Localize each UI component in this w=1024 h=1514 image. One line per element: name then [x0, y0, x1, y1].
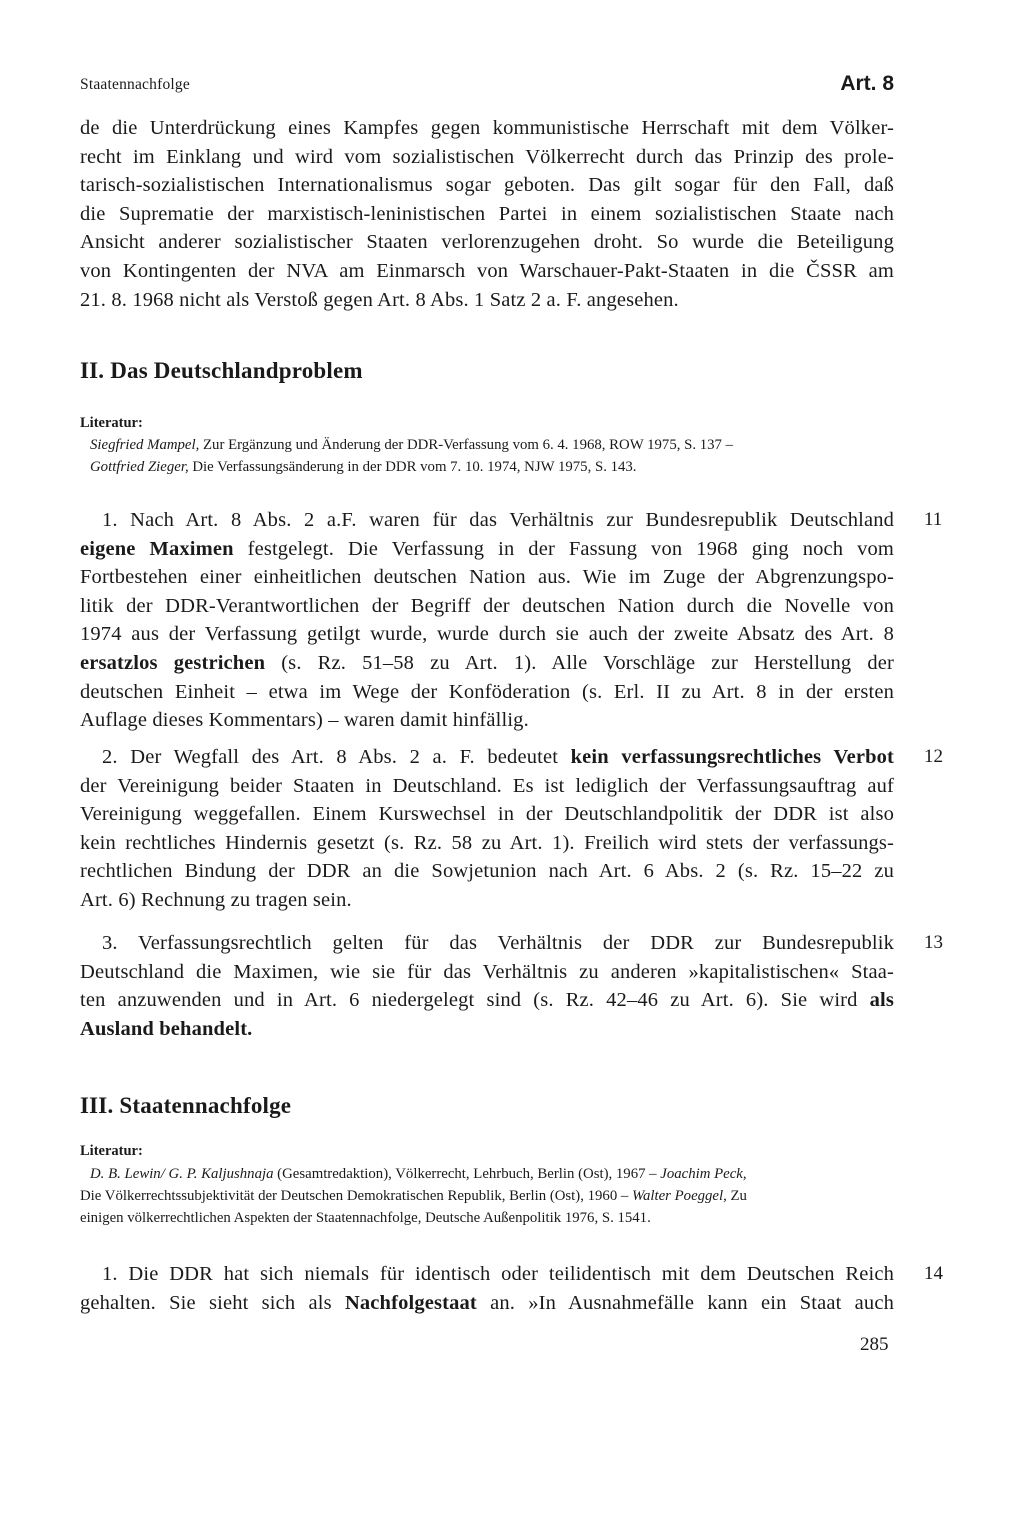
citation-text: Die Verfassungsänderung in der DDR vom 7. 10. 1974, NJW 1975, S. 143. — [188, 459, 637, 475]
running-head — [80, 72, 894, 102]
margin-number: 11 — [924, 509, 943, 530]
text-line — [80, 1289, 894, 1318]
text-line: Art. 6) Rechnung zu tragen sein. — [80, 888, 352, 911]
margin-number: 14 — [924, 1263, 943, 1284]
author-name: Gottfried Zieger, — [90, 459, 189, 475]
text-line: recht im Einklang und wird vom sozialistischen Völkerrecht durch das Prinzip des prole- — [80, 145, 894, 168]
paragraph-12 — [80, 743, 894, 915]
text-line: 3. Verfassungsrechtlich gelten für das Verhältnis der DDR zur Bundesrepublik — [102, 932, 894, 954]
text-line: Ansicht anderer sozialistischer Staaten verlorenzugehen droht. So wurde die Beteiligung — [80, 231, 894, 254]
running-head-title: Staatennachfolge — [80, 76, 190, 93]
literature-entry — [80, 434, 894, 456]
citation-text: Zu — [726, 1188, 747, 1204]
margin-number: 12 — [924, 746, 943, 767]
text-line: 1. Die DDR hat sich niemals für identisch oder teilidentisch mit dem Deutschen Reich — [102, 1263, 894, 1285]
text-line — [80, 649, 894, 678]
literature-entry — [80, 456, 894, 478]
text-line: de die Unterdrückung eines Kampfes gegen kommunistische Herrschaft mit dem Völker- — [80, 117, 894, 139]
article-label: Art. 8 — [840, 72, 894, 95]
text-run: gehalten. Sie sieht sich als — [80, 1291, 345, 1314]
emphasis: Ausland behandelt. — [80, 1017, 253, 1040]
emphasis: als — [869, 989, 894, 1012]
text-run: an. »In Ausnahmefälle kann ein Staat auch — [476, 1291, 894, 1314]
text-line: rechtlichen Bindung der DDR an die Sowjetunion nach Art. 6 Abs. 2 (s. Rz. 15–22 zu — [80, 860, 894, 883]
literature-entry — [80, 1185, 894, 1207]
text-line: Deutschland die Maximen, wie sie für das Verhältnis zu anderen »kapitalistischen« Staa- — [80, 960, 894, 983]
emphasis: Nachfolgestaat — [344, 1291, 477, 1314]
literature-entry: einigen völkerrechtlichen Aspekten der Staatennachfolge, Deutsche Außenpolitik 1976, S. 1541. — [80, 1210, 651, 1226]
page-number: 285 — [860, 1334, 889, 1355]
emphasis: ersatzlos gestrichen — [80, 651, 266, 674]
text-line: 1. Nach Art. 8 Abs. 2 a.F. waren für das Verhältnis zur Bundesrepublik Deutschland — [102, 509, 894, 531]
author-name: Siegfried Mampel, — [90, 437, 200, 453]
literature-list — [80, 434, 894, 478]
text-line: 1974 aus der Verfassung getilgt wurde, wurde durch sie auch der zweite Absatz des Art. 8 — [80, 623, 894, 646]
text-run: festgelegt. Die Verfassung in der Fassung von 1968 ging noch vom — [233, 537, 894, 560]
section-heading-2: II. Das Deutschlandproblem — [80, 358, 363, 383]
emphasis: eigene Maximen — [80, 537, 234, 560]
author-name: D. B. Lewin/ G. P. Kaljushnaja — [90, 1166, 274, 1182]
text-line: kein rechtliches Hindernis gesetzt (s. Rz. 58 zu Art. 1). Freilich wird stets der verfassungs- — [80, 831, 894, 854]
section-heading-3: III. Staatennachfolge — [80, 1093, 292, 1118]
text-line: der Vereinigung beider Staaten in Deutschland. Es ist lediglich der Verfassungsauftrag auf — [80, 774, 894, 797]
author-name: Joachim Peck, — [660, 1166, 747, 1182]
text-run: (s. Rz. 51–58 zu Art. 1). Alle Vorschläge zur Herstellung der — [265, 651, 894, 674]
margin-number: 13 — [924, 932, 943, 953]
text-line: die Suprematie der marxistisch-leninistischen Partei in einem sozialistischen Staate nach — [80, 202, 894, 225]
paragraph-13 — [80, 929, 894, 1043]
text-line: Fortbestehen einer einheitlichen deutschen Nation aus. Wie im Zuge der Abgrenzungspo- — [80, 566, 894, 589]
literature-entry — [80, 1163, 894, 1185]
text-line: litik der DDR-Verantwortlichen der Begriff der deutschen Nation durch die Novelle von — [80, 594, 894, 617]
citation-text: (Gesamtredaktion), Völkerrecht, Lehrbuch, Berlin (Ost), 1967 – — [273, 1166, 661, 1182]
text-line: Auflage dieses Kommentars) – waren damit hinfällig. — [80, 709, 529, 732]
emphasis: kein verfassungsrechtliches Verbot — [570, 746, 894, 768]
text-line: tarisch-sozialistischen Internationalismus sogar geboten. Das gilt sogar für den Fall, daß — [80, 174, 894, 197]
literature-label: Literatur: — [80, 415, 143, 431]
text-line — [80, 535, 894, 564]
text-line: 21. 8. 1968 nicht als Verstoß gegen Art. 8 Abs. 1 Satz 2 a. F. angesehen. — [80, 288, 679, 311]
text-line: deutschen Einheit – etwa im Wege der Konföderation (s. Erl. II zu Art. 8 in der ersten — [80, 680, 894, 703]
literature-label: Literatur: — [80, 1143, 143, 1159]
citation-text: Zur Ergänzung und Änderung der DDR-Verfassung vom 6. 4. 1968, ROW 1975, S. 137 – — [199, 437, 734, 453]
paragraph-14 — [80, 1260, 894, 1317]
text-line — [80, 1015, 894, 1044]
literature-list — [80, 1163, 894, 1229]
citation-text: Die Völkerrechtssubjektivität der Deutschen Demokratischen Republik, Berlin (Ost), 1960 – — [80, 1188, 633, 1204]
text-line: Vereinigung weggefallen. Einem Kurswechsel in der Deutschlandpolitik der DDR ist also — [80, 803, 894, 826]
paragraph-11 — [80, 506, 894, 735]
text-run: 2. Der Wegfall des Art. 8 Abs. 2 a. F. bedeutet — [102, 746, 571, 768]
text-run: ten anzuwenden und in Art. 6 niedergelegt sind (s. Rz. 42–46 zu Art. 6). Sie wird — [80, 989, 870, 1012]
text-line — [80, 986, 894, 1015]
text-line — [80, 743, 894, 772]
text-line: von Kontingenten der NVA am Einmarsch von Warschauer-Pakt-Staaten in die ČSSR am — [80, 259, 894, 282]
intro-paragraph — [80, 114, 894, 314]
author-name: Walter Poeggel, — [632, 1188, 727, 1204]
